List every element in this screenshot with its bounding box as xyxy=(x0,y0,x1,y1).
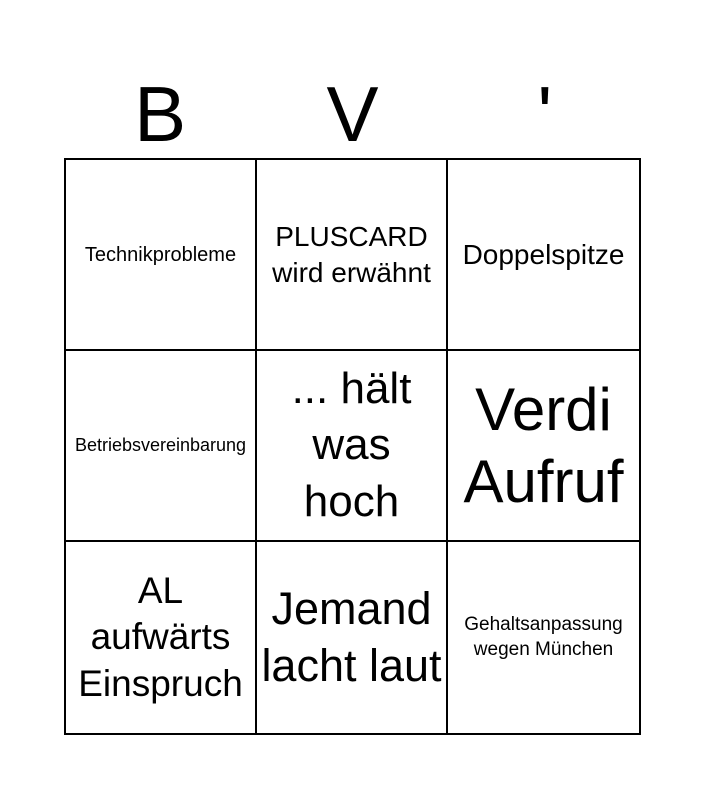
bingo-cell-pluscard[interactable] xyxy=(257,160,448,351)
bingo-cell-doppelspitze[interactable] xyxy=(448,160,639,351)
bingo-cell-al-aufwaerts-einspruch[interactable] xyxy=(66,542,257,733)
cell-label: PLUSCARD wird erwähnt xyxy=(272,220,431,288)
cell-label: Technikprobleme xyxy=(84,243,237,266)
cell-label: Gehaltsanpassung wegen München xyxy=(464,614,623,660)
cell-label: AL aufwärts Einspruch xyxy=(78,570,243,704)
bingo-header xyxy=(64,70,641,158)
header-letter-2: V xyxy=(326,70,379,158)
header-letter-3: ' xyxy=(537,70,553,158)
bingo-cell-jemand-lacht-laut[interactable] xyxy=(257,542,448,733)
cell-label: Doppelspitze xyxy=(462,238,625,270)
bingo-cell-verdi-aufruf[interactable] xyxy=(448,351,639,542)
cell-label: Jemand lacht laut xyxy=(261,583,442,691)
bingo-cell-technikprobleme[interactable] xyxy=(66,160,257,351)
bingo-cell-haelt-was-hoch[interactable] xyxy=(257,351,448,542)
bingo-board xyxy=(64,158,641,735)
cell-label: Betriebsvereinbarung xyxy=(74,434,247,455)
cell-label: ... hält was hoch xyxy=(291,364,412,526)
bingo-cell-betriebsvereinbarung[interactable] xyxy=(66,351,257,542)
header-letter-1: B xyxy=(134,70,187,158)
cell-label: Verdi Aufruf xyxy=(463,375,624,515)
bingo-cell-gehaltsanpassung[interactable] xyxy=(448,542,639,733)
